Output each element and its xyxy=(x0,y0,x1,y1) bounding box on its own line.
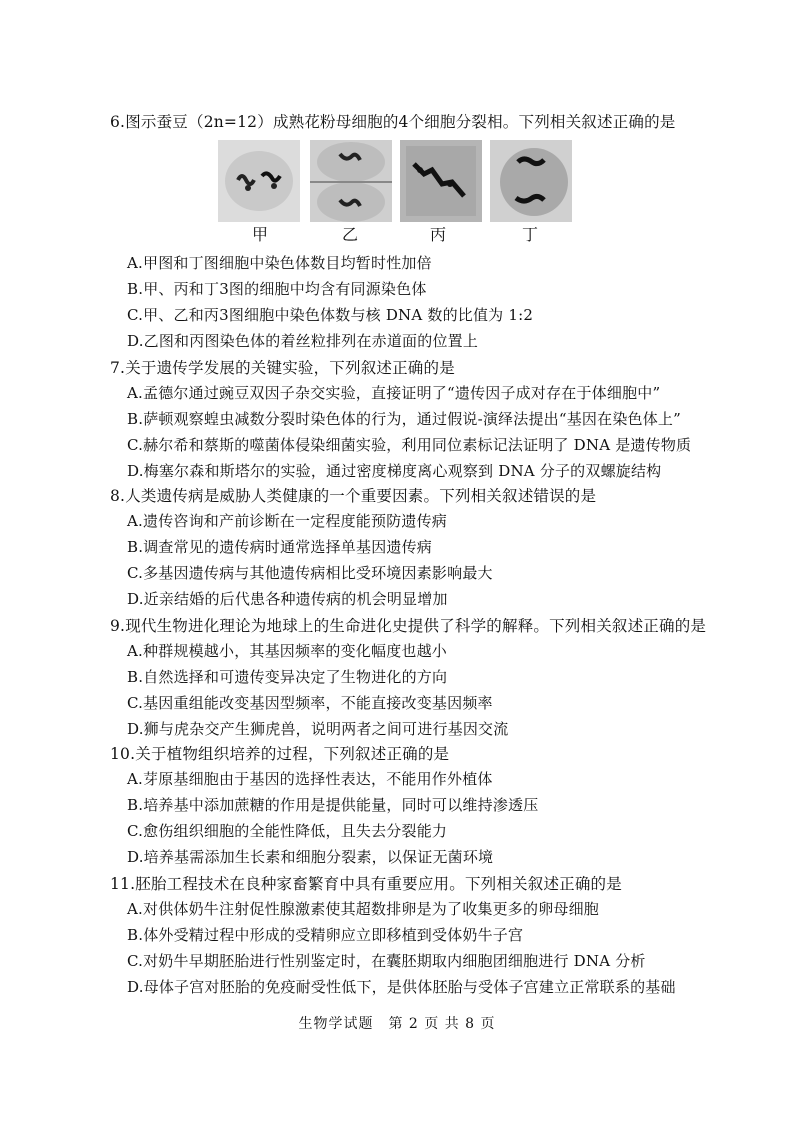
cell-image-yi xyxy=(310,140,392,222)
q9-option-a: A.种群规模越小，其基因频率的变化幅度也越小 xyxy=(127,642,448,660)
question-10-stem: 10.关于植物组织培养的过程，下列叙述正确的是 xyxy=(110,745,450,763)
q6-option-b: B.甲、丙和丁3图的细胞中均含有同源染色体 xyxy=(127,280,427,298)
cell-image-ding xyxy=(490,140,572,222)
label-bing: 丙 xyxy=(430,225,447,244)
q11-option-b: B.体外受精过程中形成的受精卵应立即移植到受体奶牛子宫 xyxy=(127,926,524,944)
q8-option-c: C.多基因遗传病与其他遗传病相比受环境因素影响最大 xyxy=(127,564,493,582)
q6-option-d: D.乙图和丙图染色体的着丝粒排列在赤道面的位置上 xyxy=(127,332,479,350)
q9-option-c: C.基因重组能改变基因型频率，不能直接改变基因频率 xyxy=(127,694,493,712)
q10-option-b: B.培养基中添加蔗糖的作用是提供能量，同时可以维持渗透压 xyxy=(127,796,539,814)
cell-division-figure xyxy=(218,140,578,224)
q9-option-b: B.自然选择和可遗传变异决定了生物进化的方向 xyxy=(127,668,448,686)
q6-option-a: A.甲图和丁图细胞中染色体数目均暂时性加倍 xyxy=(127,254,432,272)
q8-option-a: A.遗传咨询和产前诊断在一定程度能预防遗传病 xyxy=(127,512,448,530)
q11-option-a: A.对供体奶牛注射促性腺激素使其超数排卵是为了收集更多的卵母细胞 xyxy=(127,900,600,918)
q10-option-c: C.愈伤组织细胞的全能性降低，且失去分裂能力 xyxy=(127,822,448,840)
question-6-stem: 6.图示蚕豆（2n=12）成熟花粉母细胞的4个细胞分裂相。下列相关叙述正确的是 xyxy=(110,113,676,131)
q11-option-d: D.母体子宫对胚胎的免疫耐受性低下，是供体胚胎与受体子宫建立正常联系的基础 xyxy=(127,978,676,996)
q8-option-d: D.近亲结婚的后代患各种遗传病的机会明显增加 xyxy=(127,590,448,608)
q7-option-c: C.赫尔希和蔡斯的噬菌体侵染细菌实验，利用同位素标记法证明了 DNA 是遗传物质 xyxy=(127,436,692,454)
q9-option-d: D.狮与虎杂交产生狮虎兽，说明两者之间可进行基因交流 xyxy=(127,720,509,738)
page-footer: 生物学试题 第 2 页 共 8 页 xyxy=(298,1016,496,1032)
cell-image-jia xyxy=(218,140,300,222)
question-9-stem: 9.现代生物进化理论为地球上的生命进化史提供了科学的解释。下列相关叙述正确的是 xyxy=(110,617,707,635)
question-8-stem: 8.人类遗传病是威胁人类健康的一个重要因素。下列相关叙述错误的是 xyxy=(110,487,597,505)
cell-image-bing xyxy=(400,140,482,222)
q6-option-c: C.甲、乙和丙3图细胞中染色体数与核 DNA 数的比值为 1:2 xyxy=(127,306,534,324)
q10-option-d: D.培养基需添加生长素和细胞分裂素，以保证无菌环境 xyxy=(127,848,494,866)
label-ding: 丁 xyxy=(522,225,539,244)
q8-option-b: B.调查常见的遗传病时通常选择单基因遗传病 xyxy=(127,538,432,556)
question-11-stem: 11.胚胎工程技术在良种家畜繁育中具有重要应用。下列相关叙述正确的是 xyxy=(110,875,622,893)
label-jia: 甲 xyxy=(252,225,269,244)
q7-option-d: D.梅塞尔森和斯塔尔的实验，通过密度梯度离心观察到 DNA 分子的双螺旋结构 xyxy=(127,462,662,480)
q10-option-a: A.芽原基细胞由于基因的选择性表达，不能用作外植体 xyxy=(127,770,493,788)
question-7-stem: 7.关于遗传学发展的关键实验，下列叙述正确的是 xyxy=(110,359,455,377)
q7-option-a: A.孟德尔通过豌豆双因子杂交实验，直接证明了“遗传因子成对存在于体细胞中” xyxy=(127,384,661,402)
q11-option-c: C.对奶牛早期胚胎进行性别鉴定时，在囊胚期取内细胞团细胞进行 DNA 分析 xyxy=(127,952,646,970)
label-yi: 乙 xyxy=(342,225,359,244)
q7-option-b: B.萨顿观察蝗虫减数分裂时染色体的行为，通过假说-演绎法提出“基因在染色体上” xyxy=(127,410,681,428)
